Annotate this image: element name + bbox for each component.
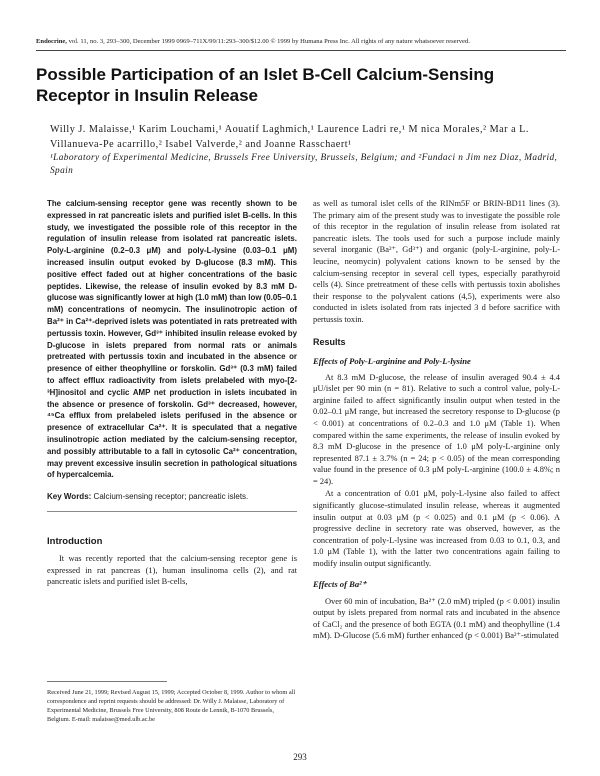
introduction-heading: Introduction <box>47 536 103 548</box>
keywords-label: Key Words: <box>47 492 92 502</box>
journal-name: Endocrine, <box>36 38 67 45</box>
page-number: 293 <box>293 752 307 762</box>
results-paragraph-3: Over 60 min of incubation, Ba²⁺ (2.0 mM) tripled (p < 0.001) insulin output by islets prepared from normal rats and incubated in the absence of CaCl₂ and the presence of both EGTA (0.1 mM) and theophylline (1.4 mM). D-Glucose (5.6 mM) further enhanced (p < 0.001) Ba²⁺-stimulated <box>313 596 560 641</box>
subheading-barium: Effects of Ba²⁺ <box>313 578 367 589</box>
citation-line: vol. 11, no. 3, 293–300, December 1999 0969–711X/99/11:293–300/$12.00 © 1999 by Humana Press Inc. All rights of any nature whatsoever reserved. <box>68 38 470 45</box>
results-heading: Results <box>313 336 346 347</box>
article-title: Possible Participation of an Islet B-Cell Calcium-Sensing Receptor in Insulin Release <box>36 65 495 105</box>
results-paragraph-1: At 8.3 mM D-glucose, the release of insulin averaged 90.4 ± 4.4 μU/islet per 90 min (n = 81). Relative to such a control value, poly-L-arginine failed to affect significantly insulin output when tested in the 0.02–0.1 μM range, but increased the secretory response to D-glucose (p < 0.001) at concentrations of 0.2–0.3 and 1.0 μM (Table 1). When compared within the same experiments, the release of insulin evoked by 8.3 mM D-glucose in the presence of 1.0 μM poly-L-arginine only represented 87.1 ± 3.7% (n = 24; p < 0.05) of the mean corresponding value found in the presence of 0.3 μM poly-L-arginine (100.0 ± 4.8%; n = 24). <box>313 372 560 486</box>
subheading-poly-arginine-lysine: Effects of Poly-L-arginine and Poly-L-lysine <box>313 355 471 366</box>
introduction-continued: as well as tumoral islet cells of the RINm5F or BRIN-BD11 lines (3). The primary aim of the present study was to investigate the possible role of this receptor in the regulation of insulin release from isolated rat pancreatic islets. The tools used for such a purpose include mainly several inorganic (Ba²⁺, Gd³⁺) and organic (poly-L-arginine, poly-L-leucine, neomycin) polyvalent cations known to be sensed by the calcium-sensing receptor in several cell types, especially parathyroid cells (4). Since pretreatment of these cells with pertussis toxin abolishes their response to the polyvalent cations (4,5), experiments were also conducted in islets isolated from rats injected 3 d before sacrifice with pertussis toxin. <box>313 199 560 324</box>
left-column <box>47 198 297 588</box>
header-rule <box>36 50 566 51</box>
abstract: The calcium-sensing receptor gene was recently shown to be expressed in rat pancreatic islets and purified islet B-cells. In this study, we investigated the possible role of this receptor in the regulation of insulin release from isolated rat pancreatic islets. Poly-L-arginine (0.2–0.3 μM) and poly-L-lysine (0.03–0.1 μM) increased insulin output evoked by D-glucose (8.3 mM). This positive effect faded out at higher concentrations of the basic peptides. Likewise, the release of insulin evoked by 8.3 mM D-glucose was significantly lower at high (1.0 mM) than low (0.05–0.1 mM) concentrations of neomycin. The insulinotropic action of Ba²⁺ in Ca²⁺-deprived islets was potentiated in rats pretreated with pertussis toxin. However, Gd³⁺ inhibited insulin release evoked by D-glucose in islets prepared from normal rats or animals pretreated with pertussis toxin and incubated in the absence or presence of either theophylline or forskolin. Gd³⁺ (0.3 mM) failed to affect efflux radioactivity from islets prelabeled with myo-[2-³H]inositol and cyclic AMP net production in islets incubated in the absence or presence of forskolin. Gd³⁺ decreased, however, ⁴⁵Ca efflux from prelabeled islets perifused in the absence or presence of extracellular Ca²⁺. It is speculated that a negative insulinotropic action mediated by the calcium-sensing receptor, and possibly attributable to a fall in cytosolic Ca²⁺ concentration, may prevent excessive insulin secretion in pathological situations of hypercalcemia. <box>47 199 297 480</box>
introduction-text: It was recently reported that the calcium-sensing receptor gene is expressed in rat pancreas (1), human insulinoma cells (2), and rat pancreatic islets and purified islet B-cells, <box>47 554 297 587</box>
right-column <box>313 198 560 642</box>
footnote-rule <box>47 681 167 682</box>
keywords <box>47 491 297 503</box>
running-head <box>36 38 566 45</box>
results-paragraph-2: At a concentration of 0.01 μM, poly-L-lysine also failed to affect significantly glucose-stimulated insulin release, whereas it augmented insulin output at 0.03 μM (p < 0.025) and 0.1 μM (p < 0.06). A progressive decline in secretory rate was observed, however, as the concentration of poly-L-lysine was increased from 0.03 to 0.1, 0.3, and 1.0 μM (Table 1), with the latter two concentrations again failing to modify insulin output significantly. <box>313 489 560 569</box>
footnote: Received June 21, 1999; Revised August 15, 1999; Accepted October 8, 1999. Author to whom all correspondence and reprint requests should be addressed: Dr. Willy J. Malaisse, Laboratory of Experimental Medicine, Brussels Free University, 808 Route de Lennik, B-1070 Brussels, Belgium. E-mail: malaisse@med.ulb.ac.be <box>47 689 296 723</box>
keywords-text: Calcium-sensing receptor; pancreatic islets. <box>93 492 249 502</box>
author-list: Willy J. Malaisse,¹ Karim Louchami,¹ Aouatif Laghmich,¹ Laurence Ladri re,¹ M nica Morales,² Mar a L. Villanueva-Pe acarrillo,² Isabel Valverde,² and Joanne Rasschaert¹ <box>50 124 529 150</box>
abstract-divider <box>47 511 297 512</box>
affiliations: ¹Laboratory of Experimental Medicine, Brussels Free University, Brussels, Belgium; and ²Fundaci n Jim nez Diaz, Madrid, Spain <box>50 153 558 176</box>
